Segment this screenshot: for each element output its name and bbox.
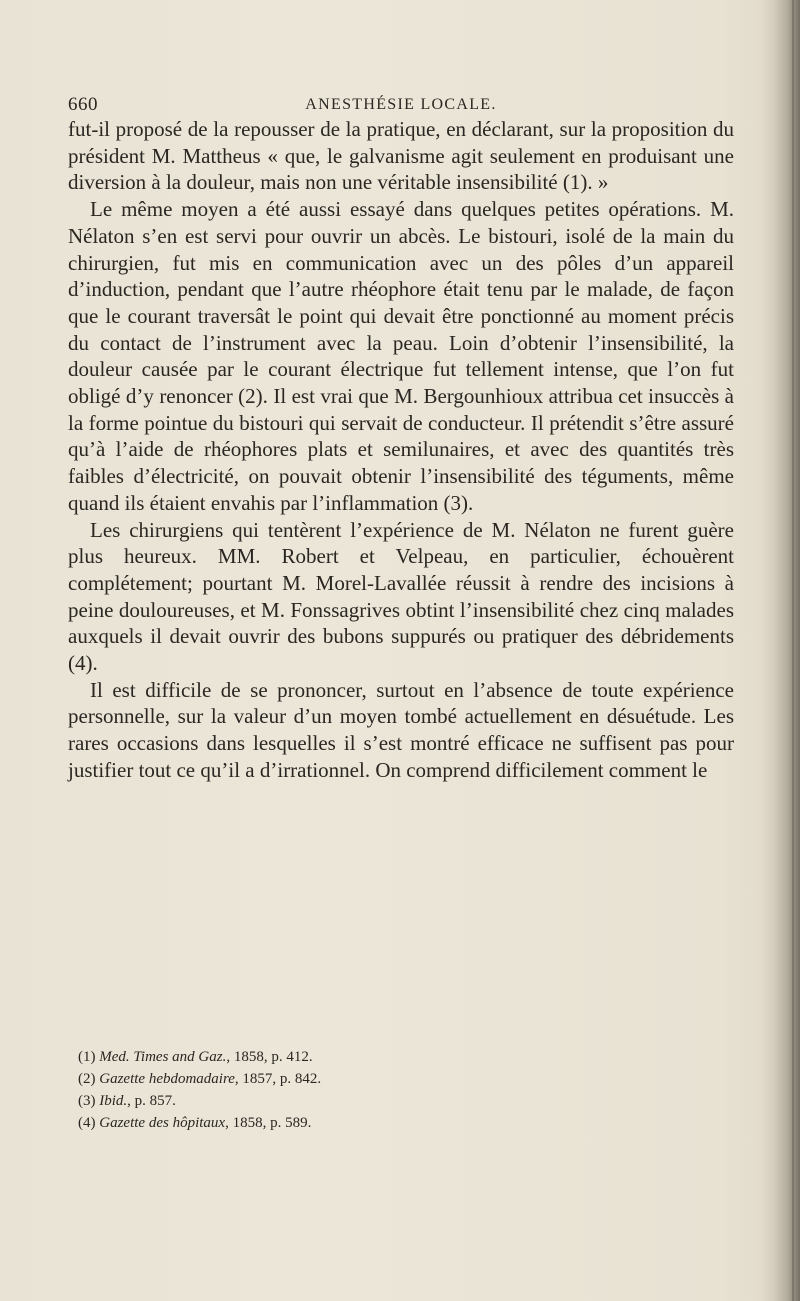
footnote-ref: , 1858, p. 589. — [225, 1115, 312, 1131]
page-edge-line — [792, 0, 794, 1301]
paragraph: Le même moyen a été aussi essayé dans quelques petites opérations. M. Nélaton s’en est servi pour ouvrir un abcès. Le bistouri, isolé de la main du chirurgien, fut mis en communication avec un des pôles d’un appareil d’induction, pendant que l’autre rhéophore était tenu par le malade, de façon que le courant traversât le point qui devait être ponctionné au moment précis du contact de l’instrument avec la peau. Loin d’obtenir l’insensibilité, la douleur causée par le courant électrique fut tellement intense, que l’on fut obligé d’y renoncer (2). Il est vrai que M. Bergounhioux attribua cet insuccès à la forme pointue du bistouri qui servait de conducteur. Il prétendit s’être assuré qu’à l’aide de rhéophores plats et semilunaires, et avec des quantités très faibles d’électricité, on pouvait obtenir l’insensibilité des téguments, même quand ils étaient envahis par l’inflammation (3). — [68, 197, 734, 515]
body-text — [68, 116, 734, 784]
footnote — [78, 1046, 728, 1068]
footnote-number: (1) — [78, 1049, 96, 1065]
footnote-number: (3) — [78, 1093, 96, 1109]
page-header — [68, 94, 734, 118]
footnote-source: Ibid. — [99, 1093, 128, 1109]
page-edge-shadow — [760, 0, 800, 1301]
footnote-source: Gazette des hôpitaux — [99, 1115, 226, 1131]
footnote — [78, 1068, 728, 1090]
footnote-ref: , 1857, p. 842. — [234, 1071, 322, 1087]
footnote-number: (2) — [78, 1071, 96, 1087]
paragraph: Les chirurgiens qui tentèrent l’expérience de M. Nélaton ne furent guère plus heureux. MM. Robert et Velpeau, en particulier, échouèrent complétement; pourtant M. Morel-Lavallée réussit à rendre des incisions à peine douloureuses, et M. Fonssagrives obtint l’insensibilité chez cinq malades auxquels il devait ouvrir des bubons suppurés ou pratiquer des débridements (4). — [68, 517, 734, 676]
page-number: 660 — [68, 94, 98, 115]
paragraph: Il est difficile de se prononcer, surtout en l’absence de toute expérience personnelle, sur la valeur d’un moyen tombé actuellement en désuétude. Les rares occasions dans lesquelles il s’est montré efficace ne suffisent pas pour justifier tout ce qu’il a d’irrationnel. On comprend difficilement comment le — [68, 677, 734, 782]
footnote-ref: , 1858, p. 412. — [226, 1049, 313, 1065]
footnote — [78, 1112, 728, 1134]
footnote-source: Med. Times and Gaz. — [99, 1049, 227, 1065]
footnote-source: Gazette hebdomadaire — [99, 1071, 235, 1087]
footnote-number: (4) — [78, 1115, 96, 1131]
running-title: ANESTHÉSIE LOCALE. — [305, 96, 497, 113]
paragraph: fut-il proposé de la repousser de la pratique, en déclarant, sur la proposition du président M. Mattheus « que, le galvanisme agit seulement en produisant une diversion à la douleur, mais non une véritable insensibilité (1). » — [68, 117, 734, 195]
footnote — [78, 1090, 728, 1112]
footnotes — [78, 1046, 728, 1134]
footnote-ref: , p. 857. — [127, 1093, 176, 1109]
